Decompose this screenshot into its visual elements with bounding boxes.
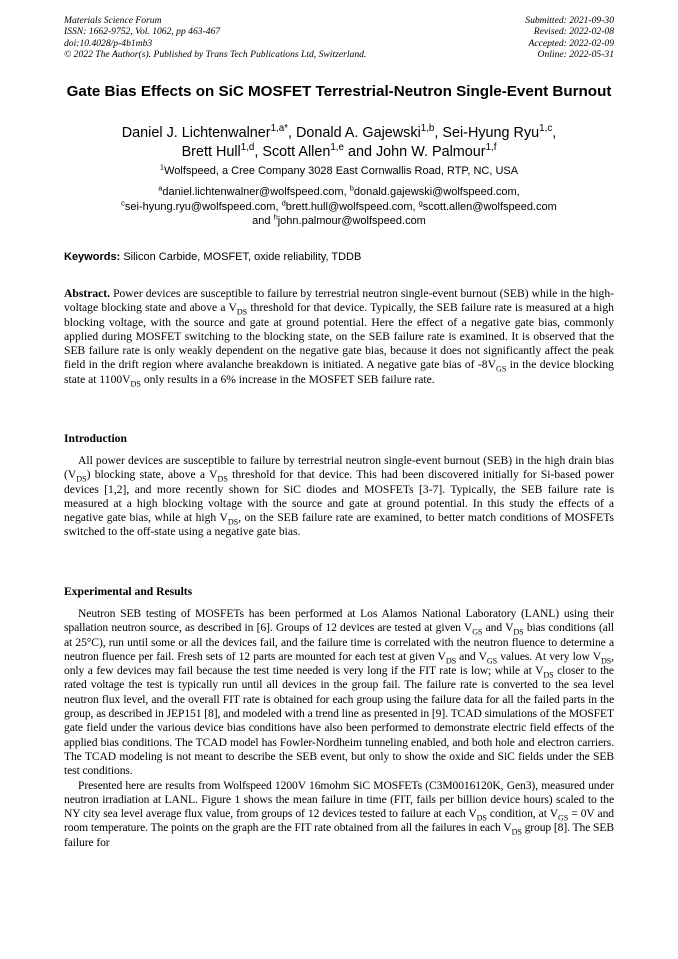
author-emails: $^a$daniel.lichtenwalner@wolfspeed.com, $^b$donald.gajewski@wolfspeed.com, $^c$sei-hyung.ryu@wolfspeed.com, $^d$brett.hull@wolfspeed.com, $^g$scott.allen@wolfspeed.com and $^h$john.palmour@wolfspeed.com	[121, 183, 557, 228]
affiliation: $^1$Wolfspeed, a Cree Company 3028 East Cornwallis Road, RTP, NC, USA	[159, 162, 519, 177]
email-link[interactable]: scott.allen@wolfspeed.com	[422, 200, 557, 213]
revised-date: Revised: 2022-02-08	[533, 26, 614, 38]
submitted-date: Submitted: 2021-09-30	[525, 15, 614, 26]
author-name: Donald A. Gajewski	[295, 125, 421, 141]
journal-name: Materials Science Forum	[64, 15, 162, 26]
email-link[interactable]: daniel.lichtenwalner@wolfspeed.com	[162, 186, 344, 198]
paper-title: Gate Bias Effects on SiC MOSFET Terrestrial-Neutron Single-Event Burnout	[66, 83, 612, 100]
section-heading-introduction: Introduction	[64, 432, 127, 445]
section-heading-experimental: Experimental and Results	[64, 585, 193, 598]
email-link[interactable]: sei-hyung.ryu@wolfspeed.com	[124, 200, 276, 213]
email-link[interactable]: donald.gajewski@wolfspeed.com	[353, 186, 517, 198]
issn-line: ISSN: 1662-9752, Vol. 1062, pp 463-467	[64, 26, 221, 38]
introduction-text: All power devices are susceptible to failure by terrestrial neutron single-event burnout (SEB) in the high drain bias $(V_{DS})$ blocking state, above a $V_{DS}$ threshold for that device. This had been discovered initially for Si-based power devices [1,2], and more recently shown for SiC diodes and MOSFETs [3-7]. Typically, the SEB failure rate is measured at a high blocking voltage with the source and gate at ground potential. In this study the effects of a negative gate bias, while at high $V_{DS}$, on the SEB failure rate are examined, to better match conditions of MOSFETs switched to the off-state using a negative gate bias.	[64, 454, 615, 539]
author-name: Daniel J. Lichtenwalner	[121, 125, 271, 141]
dates-header	[525, 15, 614, 61]
keywords-text: Silicon Carbide, MOSFET, oxide reliability, TDDB	[123, 251, 362, 263]
author-affil-sup: 1,c	[539, 123, 553, 135]
abstract: Abstract. Power devices are susceptible to failure by terrestrial neutron single-event burnout (SEB) while in the high-voltage blocking state and above a $V_{DS}$ threshold for that device. Typically, the SEB failure rate is measured at a high blocking voltage, with the source and gate at ground potential. Here the effect of a negative gate bias, commonly applied during MOSFET switching to the blocking state, on the SEB failure rate is examined. It is observed that the SEB failure rate is only weakly dependent on the negative gate bias, because it does not significantly affect the peak field in the drift region where avalanche breakdown is initiated. A negative gate bias of $-8V_{GS}$ in the device blocking state at $1100V_{DS}$ only results in a 6% increase in the MOSFET SEB failure rate.	[64, 287, 614, 389]
author-affil-sup: 1,d	[240, 142, 255, 154]
keywords	[64, 250, 614, 264]
online-date: Online: 2022-05-31	[537, 49, 614, 61]
journal-header	[64, 15, 366, 61]
email-link[interactable]: john.palmour@wolfspeed.com	[277, 215, 426, 228]
author-name: Scott Allen	[262, 144, 331, 160]
accepted-date: Accepted: 2022-02-09	[528, 37, 614, 49]
author-affil-sup: 1,a*	[270, 123, 288, 135]
author-affil-sup: 1,f	[485, 142, 497, 154]
experimental-text: Neutron SEB testing of MOSFETs has been performed at Los Alamos National Laboratory (LANL) using their spallation neutron source, as described in [6]. Groups of 12 devices are tested at given $V_{GS}$ and $V_{DS}$ bias conditions (all at 25°C), run until some or all the devices fail, and the failure time is correlated with the neutron fluence to determine a neutron fluence per fail. Fresh sets of 12 parts are mounted for each test at given $V_{DS}$ and $V_{GS}$ values. At very low $V_{DS}$, only a few devices may fail because the test time needed is very long if the FIT rate is low; while at $V_{DS}$ closer to the rated voltage the test is typically run until all devices in the group fail. The failure rate is converted to the sea level neutron flux level, and the overall FIT rate is obtained for each group using the failure data for all the failed parts in the group, as described in JEP151 [8], and modeled with a trend line as presented in [9]. TCAD simulations of the MOSFET gate field under the various device bias conditions have also been performed to demonstrate electric field effects of the applied bias conditions. The TCAD model has Fowler-Nordheim tunneling enabled, and both hole and electron carriers. The TCAD modeling is not meant to describe the SEB event, but only to show the oxide and SiC fields under the SEB test conditions. Presented here are results from Wolfspeed 1200V 16mohm SiC MOSFETs (C3M0016120K, Gen3), measured under neutron irradiation at LANL. Figure 1 shows the mean failure in time (FIT, fails per billion device hours) scaled to the NY city sea level average flux value, from groups of 12 devices tested to failure at each $V_{DS}$ condition, at $V_{GS} = 0V$ and room temperature. The points on the graph are the FIT rate obtained from all the failures in each $V_{DS}$ group [8]. The SEB failure for	[64, 607, 615, 849]
author-name: John W. Palmour	[375, 144, 486, 160]
author-name: Sei-Hyung Ryu	[442, 125, 540, 141]
author-name: Brett Hull	[181, 144, 241, 160]
author-list: Daniel J. Lichtenwalner$^{1,a*}$, Donald A. Gajewski$^{1,b}$, Sei-Hyung Ryu$^{1,c}$, Brett Hull$^{1,d}$, Scott Allen$^{1,e}$ and John W. Palmour$^{1,f}$	[121, 123, 557, 160]
abstract-label: Abstract.	[64, 287, 111, 300]
author-affil-sup: 1,e	[330, 142, 344, 154]
doi-line: doi:10.4028/p-4b1mb3	[64, 37, 153, 49]
email-link[interactable]: brett.hull@wolfspeed.com	[285, 200, 413, 213]
keywords-label: Keywords:	[64, 251, 121, 263]
copyright-line: © 2022 The Author(s). Published by Trans Tech Publications Ltd, Switzerland.	[64, 49, 367, 61]
author-affil-sup: 1,b	[420, 123, 435, 135]
